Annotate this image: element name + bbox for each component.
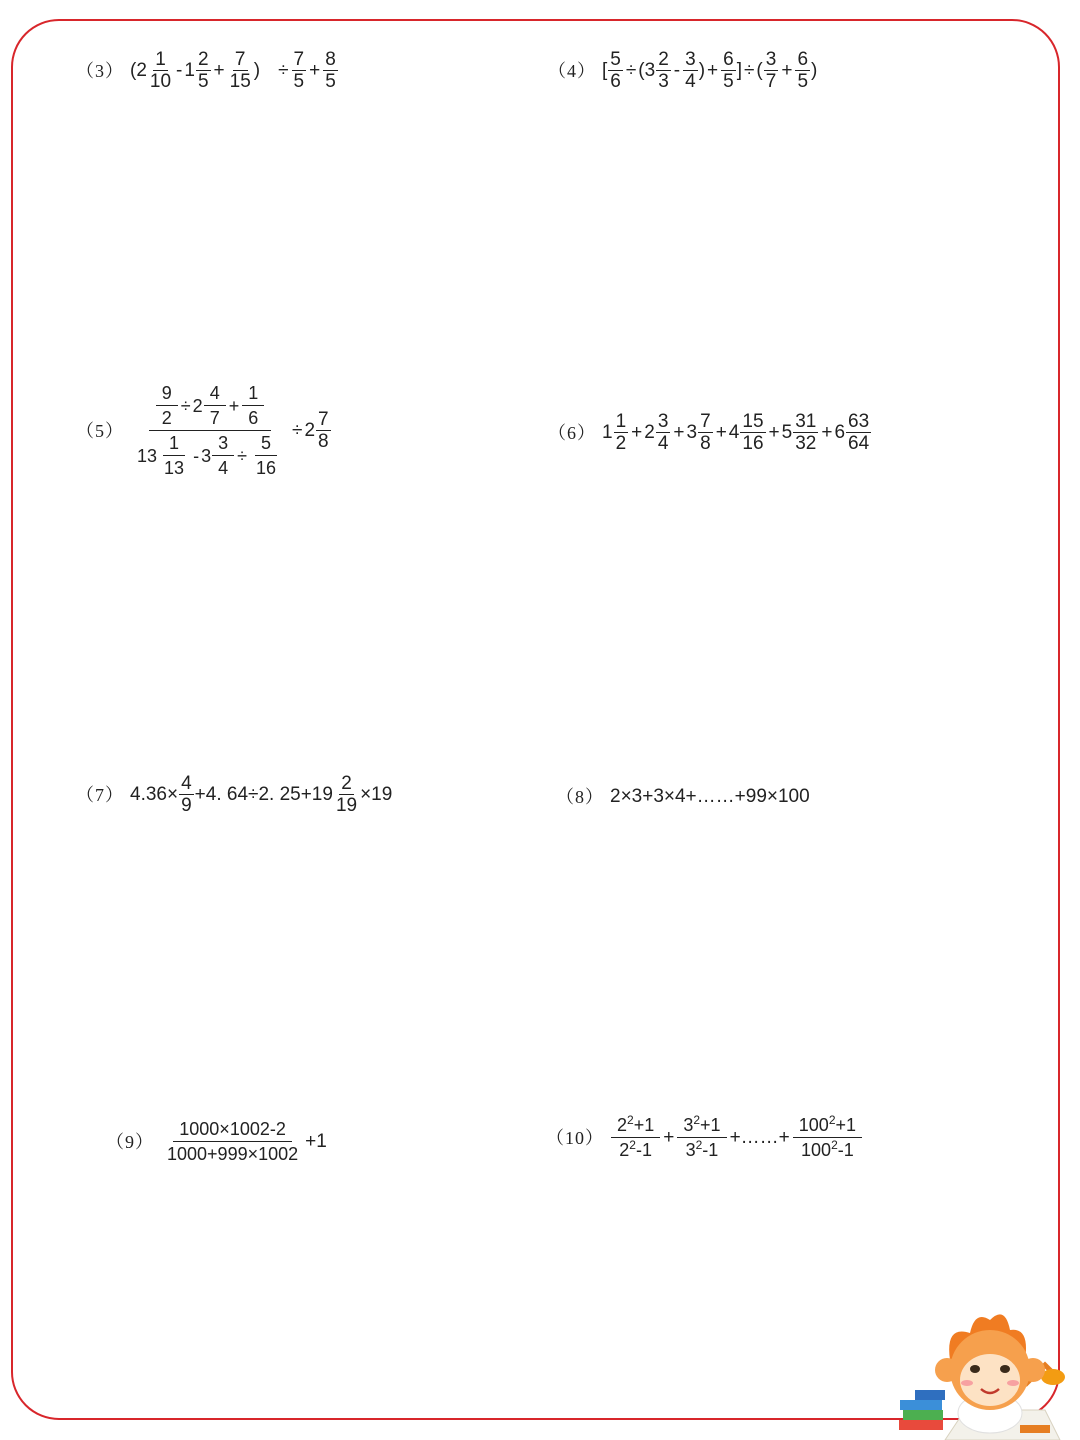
problem-6: （6） 1 $\frac{1}{2}$ + 2 $\frac{3}{4}$ + 3 $\frac{7}{8}$ + 4 $\frac{15}{16}$ + 5 $\frac{31}{32}$ + 6 $\frac{63}{64}$ [548,411,870,454]
problem-10: （10） $\frac{2^2+1}{2^2-1}$ + $\frac{3^2+1}{3^2-1}$ +……+ $\frac{100^2+1}{100^2-1}$ [546,1116,863,1159]
problem-9 [106,1120,327,1163]
problem-8 [556,787,810,806]
problem-9-fraction [161,1120,304,1163]
problem-7-tail: ×19 [360,784,393,805]
problem-9-denominator: 1000+999×1002 [167,1144,299,1164]
problem-5-complex-fraction: $\frac{9}{2}$ ÷ 2 $\frac{4}{7}$ + $\frac{1}{6}$ 13 $\frac{1}{13}$ - 3 $\frac{3}{4}$ ÷ $\frac{5}{16}$ [137,383,277,478]
problem-7-middle: +4. 64÷2. 25+19 [194,784,333,805]
problem-3: （3） (2 $\frac{1}{10}$ - 1 $\frac{2}{5}$ + $\frac{7}{15}$ ) ÷ $\frac{7}{5}$ + $\frac{8}{5}$ [76,49,336,92]
problem-9-label: （9） [106,1131,154,1152]
problem-3-label: （3） [76,60,124,81]
problem-8-label: （8） [556,786,604,807]
problem-7: （7） 4.36× $\frac{4}{9}$ +4. 64÷2. 25+19 $\frac{2}{19}$ ×19 [76,773,393,816]
problem-8-expression: 2×3+3×4+……+99×100 [610,786,810,807]
problem-4-label: （4） [548,60,596,81]
problem-6-label: （6） [548,422,596,443]
problem-10-label: （10） [546,1127,604,1148]
problem-9-tail: +1 [305,1131,327,1152]
problem-7-lead: 4.36× [130,784,179,805]
problem-5-label: （5） [76,420,124,441]
problem-7-label: （7） [76,784,124,805]
problem-9-numerator: 1000×1002-2 [173,1120,292,1142]
problem-4: （4） [ $\frac{5}{6}$ ÷ (3 $\frac{2}{3}$ - $\frac{3}{4}$ ) + $\frac{6}{5}$ ] ÷ ( $\frac{3}{7}$ + $\frac{6}{5}$ ) [548,49,818,92]
page-frame [11,19,1060,1420]
problem-5: （5） $\frac{9}{2}$ ÷ 2 $\frac{4}{7}$ + $\frac{1}{6}$ 13 $\frac{1}{13}$ - 3 $\frac{3}{4}$ ÷ $\frac{5}{16}$ ÷ 2 $\frac{7}{8}$ [76,383,329,478]
monkey-mascot-icon [895,1305,1075,1440]
